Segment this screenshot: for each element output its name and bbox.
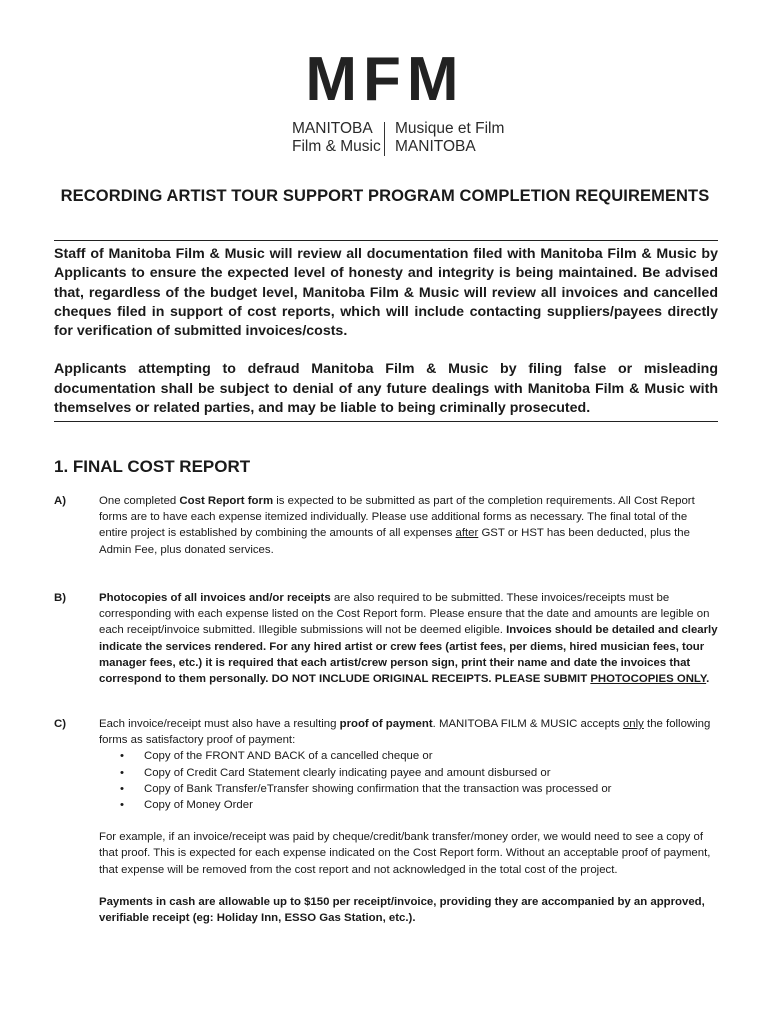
notice-paragraph-1: Staff of Manitoba Film & Music will review all documentation filed with Manitoba Film & Music by Applicants to ensure the expected level of honesty and integrity is being maintained. Be advised that, regardless of the budget level, Manitoba Film & Music will review all invoices and cancelled cheques filed in support of cost reports, which will include contacting suppliers/payees directly for verification of submitted invoices/costs. bbox=[54, 246, 718, 340]
list-item: • Copy of Bank Transfer/eTransfer showing confirmation that the transaction was processed or bbox=[144, 781, 718, 797]
item-a-underline-1: after bbox=[455, 527, 479, 540]
document-title: RECORDING ARTIST TOUR SUPPORT PROGRAM COMPLETION REQUIREMENTS bbox=[60, 187, 710, 205]
item-b-letter: B) bbox=[54, 592, 67, 604]
logo-left-line2: Film & Music bbox=[292, 138, 381, 155]
section-heading: 1. FINAL COST REPORT bbox=[54, 457, 251, 476]
item-c-letter: C) bbox=[54, 718, 67, 730]
notice-paragraph-2: Applicants attempting to defraud Manitoba Film & Music by filing false or misleading documentation shall be subject to denial of any future dealings with Manitoba Film & Music with themselves or related parties, and may be liable to being criminally prosecuted. bbox=[54, 361, 718, 417]
logo-left-line1: MANITOBA bbox=[292, 120, 373, 137]
item-b-body bbox=[99, 590, 718, 687]
logo-right-line1: Musique et Film bbox=[395, 120, 505, 137]
payment-proof-list bbox=[99, 748, 718, 813]
item-c-text-3: the following forms as satisfactory proof of payment: bbox=[99, 718, 711, 747]
logo-divider bbox=[384, 122, 385, 156]
notice-box bbox=[54, 240, 718, 422]
logo-right-text bbox=[395, 120, 504, 156]
item-a-text-2: is expected to be submitted as part of the completion requirements. All Cost Report forms are to have each expense itemized individually. Please use additional forms as necessary. The final total of the entire project is established by combining the amounts of all expenses bbox=[99, 495, 695, 540]
mfm-logo bbox=[290, 50, 505, 155]
item-a-text-1: One completed bbox=[99, 495, 180, 507]
item-c-body bbox=[99, 716, 718, 926]
item-a-bold-1: Cost Report form bbox=[179, 495, 274, 507]
mfm-logo-mark bbox=[290, 50, 480, 110]
logo-right-line2: MANITOBA bbox=[395, 138, 476, 155]
item-b-bold-underline: PHOTOCOPIES ONLY bbox=[590, 673, 707, 686]
item-c-example-paragraph: For example, if an invoice/receipt was paid by cheque/credit/bank transfer/money order, we would need to see a copy of that proof. This is expected for each expense indicated on the Cost Report form. Without an acceptable proof of payment, that expense will be removed from the cost report and not acknowledged in the total cost of the project. bbox=[99, 831, 711, 876]
item-b-text-1: are also required to be submitted. These invoices/receipts must be corresponding with each expense listed on the Cost Report form. Please ensure that the date and amounts are legible on each receipt/invoice submitted. Illegible submissions will not be deemed eligible. bbox=[99, 592, 710, 637]
item-b-bold-1: Photocopies of all invoices and/or receipts bbox=[99, 592, 331, 604]
list-item: • Copy of the FRONT AND BACK of a cancelled cheque or bbox=[144, 748, 718, 764]
logo-left-text bbox=[292, 120, 381, 156]
item-a-body bbox=[99, 493, 718, 558]
item-b-bold-2: Invoices should be detailed and clearly indicate the services rendered. For any hired artist or crew fees (artist fees, per diems, hired musician fees, tour manager fees, etc.) it is required that each artist/crew person sign, print their name and date the invoices that correspond to them personally. DO NOT INCLUDE ORIGINAL RECEIPTS. PLEASE SUBMIT bbox=[99, 624, 718, 686]
item-b-bold-3: . bbox=[706, 673, 710, 686]
item-c-bold-1: proof of payment bbox=[339, 718, 433, 730]
item-c-text-1: Each invoice/receipt must also have a resulting bbox=[99, 718, 340, 730]
item-c-underline-1: only bbox=[622, 718, 644, 730]
list-item: • Copy of Credit Card Statement clearly indicating payee and amount disbursed or bbox=[144, 765, 718, 781]
logo-wordmark bbox=[290, 120, 505, 160]
item-c-text-2: . MANITOBA FILM & MUSIC accepts bbox=[432, 718, 623, 730]
item-a-letter: A) bbox=[54, 495, 67, 507]
item-c-cash-paragraph: Payments in cash are allowable up to $150 per receipt/invoice, providing they are accompanied by an approved, verifiable receipt (eg: Holiday Inn, ESSO Gas Station, etc.). bbox=[99, 895, 705, 925]
logo-letters: MFM bbox=[305, 50, 465, 110]
list-item: • Copy of Money Order bbox=[144, 797, 718, 813]
item-a-text-3: GST or HST has been deducted, plus the Admin Fee, plus donated services. bbox=[99, 527, 690, 556]
